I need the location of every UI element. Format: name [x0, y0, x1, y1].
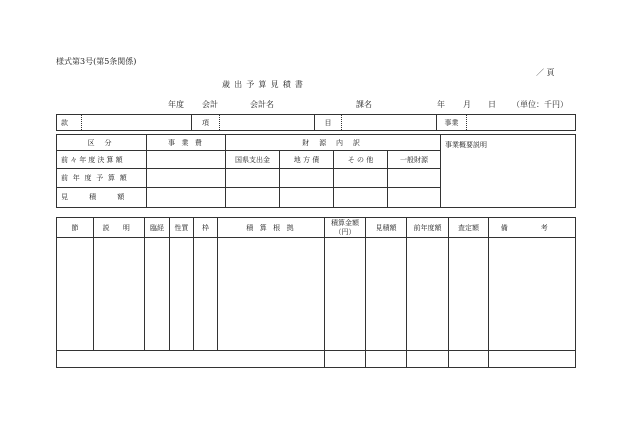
header-setsumei: 説 明 [94, 218, 145, 238]
funding-source-2: そ の 他 [334, 151, 388, 169]
header-mitsumori: 見積額 [366, 218, 407, 238]
kan-label: 款 [57, 115, 82, 131]
funding-source-0: 国県支出金 [226, 151, 280, 169]
jigyou-label: 事業 [437, 115, 467, 131]
header-zennendo: 前年度額 [407, 218, 449, 238]
year-label: 年 [437, 100, 445, 109]
cell-sonota-1[interactable] [334, 169, 388, 187]
kubun-header: 区 分 [57, 135, 147, 151]
detail-table [56, 217, 576, 368]
header-sekisan-konkyo: 積 算 根 拠 [218, 218, 325, 238]
row-label-estimate: 見 積 額 [57, 187, 147, 207]
header-seishitsu: 性質 [170, 218, 194, 238]
funding-source-3: 一般財源 [388, 151, 441, 169]
cell-chihousai-2[interactable] [280, 187, 334, 207]
body-setsumei[interactable] [94, 238, 145, 351]
body-seishitsu[interactable] [170, 238, 194, 351]
document-title: 歳 出 予 算 見 積 書 [222, 80, 304, 89]
cell-ippan-2[interactable] [388, 187, 441, 207]
section-name-label: 課名 [356, 100, 372, 109]
total-bikou[interactable] [489, 350, 576, 367]
cell-sonota-2[interactable] [334, 187, 388, 207]
header-sekisan-kingaku: 積算金額（円） [325, 218, 366, 238]
body-bikou[interactable] [489, 238, 576, 351]
body-sekisan-kingaku[interactable] [325, 238, 366, 351]
body-waku[interactable] [194, 238, 218, 351]
cell-jigyouhi-1[interactable] [147, 169, 226, 187]
jigyouhi-header: 事 業 費 [147, 135, 226, 151]
cell-jigyouhi-0[interactable] [147, 151, 226, 169]
cell-ippan-1[interactable] [388, 169, 441, 187]
cell-kokken-1[interactable] [226, 169, 280, 187]
funding-source-1: 地 方 債 [280, 151, 334, 169]
cell-jigyouhi-2[interactable] [147, 187, 226, 207]
body-satei[interactable] [449, 238, 489, 351]
header-waku: 枠 [194, 218, 218, 238]
header-satei: 査定額 [449, 218, 489, 238]
header-bikou: 備 考 [489, 218, 576, 238]
account-label: 会計 [202, 100, 218, 109]
summary-table [56, 134, 576, 208]
body-mitsumori[interactable] [366, 238, 407, 351]
unit-label: （単位：千円） [512, 100, 568, 109]
form-label: 様式第3号(第5条関係) [56, 57, 137, 66]
summary-description-label: 事業概要説明 [445, 141, 488, 149]
moku-label: 目 [315, 115, 342, 131]
kan-field[interactable] [82, 115, 192, 131]
row-label-prev: 前 年 度 予 算 額 [57, 169, 147, 187]
day-label: 日 [488, 100, 496, 109]
summary-description[interactable] [441, 135, 576, 208]
account-name-label: 会計名 [250, 100, 274, 109]
row-label-prev-prev: 前々年度決算額 [57, 151, 147, 169]
fiscal-year-label: 年度 [168, 100, 184, 109]
month-label: 月 [463, 100, 471, 109]
header-rinkei: 臨経 [145, 218, 170, 238]
total-zennendo[interactable] [407, 350, 449, 367]
zaigen-uchiwake-header: 財 源 内 訳 [226, 135, 441, 151]
page-marker: ／ 頁 [536, 68, 555, 77]
kou-field[interactable] [220, 115, 315, 131]
total-label-cell [57, 350, 325, 367]
header-setsu: 節 [57, 218, 94, 238]
body-zennendo[interactable] [407, 238, 449, 351]
jigyou-field[interactable] [467, 115, 576, 131]
cell-kokken-2[interactable] [226, 187, 280, 207]
kou-label: 項 [192, 115, 220, 131]
body-setsu[interactable] [57, 238, 94, 351]
cell-chihousai-1[interactable] [280, 169, 334, 187]
moku-field[interactable] [342, 115, 437, 131]
total-sekisan-kingaku[interactable] [325, 350, 366, 367]
total-mitsumori[interactable] [366, 350, 407, 367]
total-satei[interactable] [449, 350, 489, 367]
body-rinkei[interactable] [145, 238, 170, 351]
category-row [56, 114, 576, 131]
body-sekisan-konkyo[interactable] [218, 238, 325, 351]
